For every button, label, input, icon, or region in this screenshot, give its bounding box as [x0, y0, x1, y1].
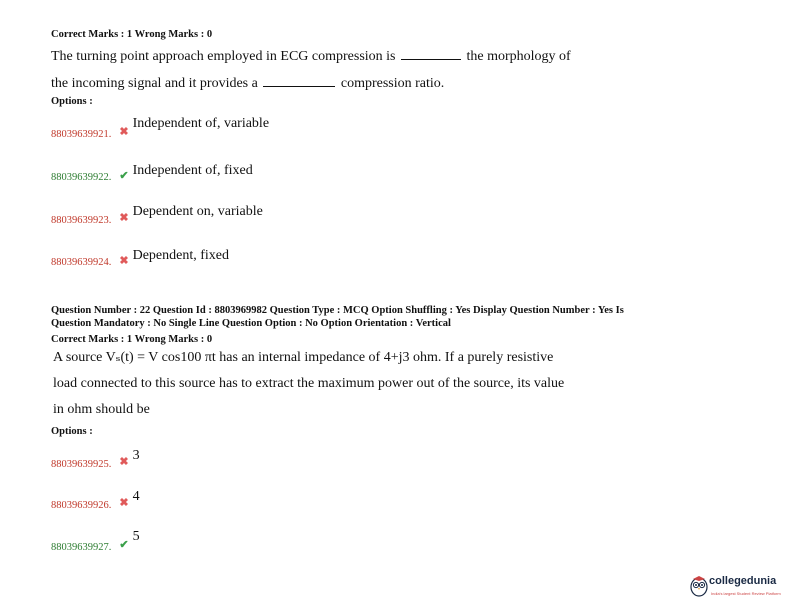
q2-option-3 — [51, 527, 140, 553]
option-id: 88039639922. — [51, 172, 112, 183]
option-id: 88039639924. — [51, 257, 112, 268]
check-icon: ✔ — [119, 170, 129, 182]
cross-icon: ✖ — [119, 212, 129, 224]
q1-text-line2-b: compression ratio. — [340, 76, 445, 91]
q1-text-line2-a: the incoming signal and it provides a — [51, 76, 258, 91]
brand-tagline: India's largest Student Review Platform — [711, 591, 781, 596]
q2-text-line1: A source Vₛ(t) = V cos100 πt has an internal impedance of 4+j3 ohm. If a purely resistive — [53, 350, 554, 365]
option-text: 4 — [132, 489, 140, 504]
q1-marks: Correct Marks : 1 Wrong Marks : 0 — [51, 29, 213, 40]
option-text: 5 — [132, 529, 140, 544]
check-icon: ✔ — [119, 539, 129, 551]
q1-text-line1-b: the morphology of — [466, 49, 571, 64]
option-id: 88039639925. — [51, 459, 112, 470]
cross-icon: ✖ — [119, 497, 129, 509]
q1-option-3 — [51, 202, 263, 226]
cross-icon: ✖ — [119, 456, 129, 468]
q2-marks: Correct Marks : 1 Wrong Marks : 0 — [51, 334, 213, 345]
q1-text-line1 — [51, 47, 571, 65]
option-text: Independent of, fixed — [132, 163, 253, 178]
q1-option-1 — [51, 114, 270, 140]
option-text: 3 — [132, 448, 140, 463]
option-text: Independent of, variable — [132, 116, 270, 131]
option-id: 88039639927. — [51, 542, 112, 553]
option-id: 88039639926. — [51, 500, 112, 511]
q2-options-label: Options : — [51, 426, 93, 437]
q1-text-line1-a: The turning point approach employed in ECG compression is — [51, 49, 396, 64]
cross-icon: ✖ — [119, 126, 129, 138]
q2-option-2 — [51, 487, 140, 511]
q2-text-line3: in ohm should be — [53, 402, 150, 417]
owl-icon — [690, 575, 708, 597]
q1-blank-2 — [263, 74, 335, 87]
option-id: 88039639921. — [51, 129, 112, 140]
q1-option-2 — [51, 161, 253, 183]
option-text: Dependent, fixed — [132, 248, 230, 263]
q1-blank-1 — [401, 47, 461, 60]
cross-icon: ✖ — [119, 255, 129, 267]
option-id: 88039639923. — [51, 215, 112, 226]
q2-header-line1: Question Number : 22 Question Id : 8803969982 Question Type : MCQ Option Shuffling : Yes Display Question Number : Yes Is — [51, 305, 624, 316]
collegedunia-logo — [690, 571, 786, 603]
q1-option-4 — [51, 246, 230, 268]
q2-text-line2: load connected to this source has to extract the maximum power out of the source, its value — [53, 376, 565, 391]
q2-option-1 — [51, 446, 140, 470]
option-text: Dependent on, variable — [132, 204, 263, 219]
q1-options-label: Options : — [51, 96, 93, 107]
q2-header-line2: Question Mandatory : No Single Line Question Option : No Option Orientation : Vertical — [51, 318, 451, 329]
brand-name: collegedunia — [709, 575, 777, 587]
q1-text-line2 — [51, 74, 444, 92]
